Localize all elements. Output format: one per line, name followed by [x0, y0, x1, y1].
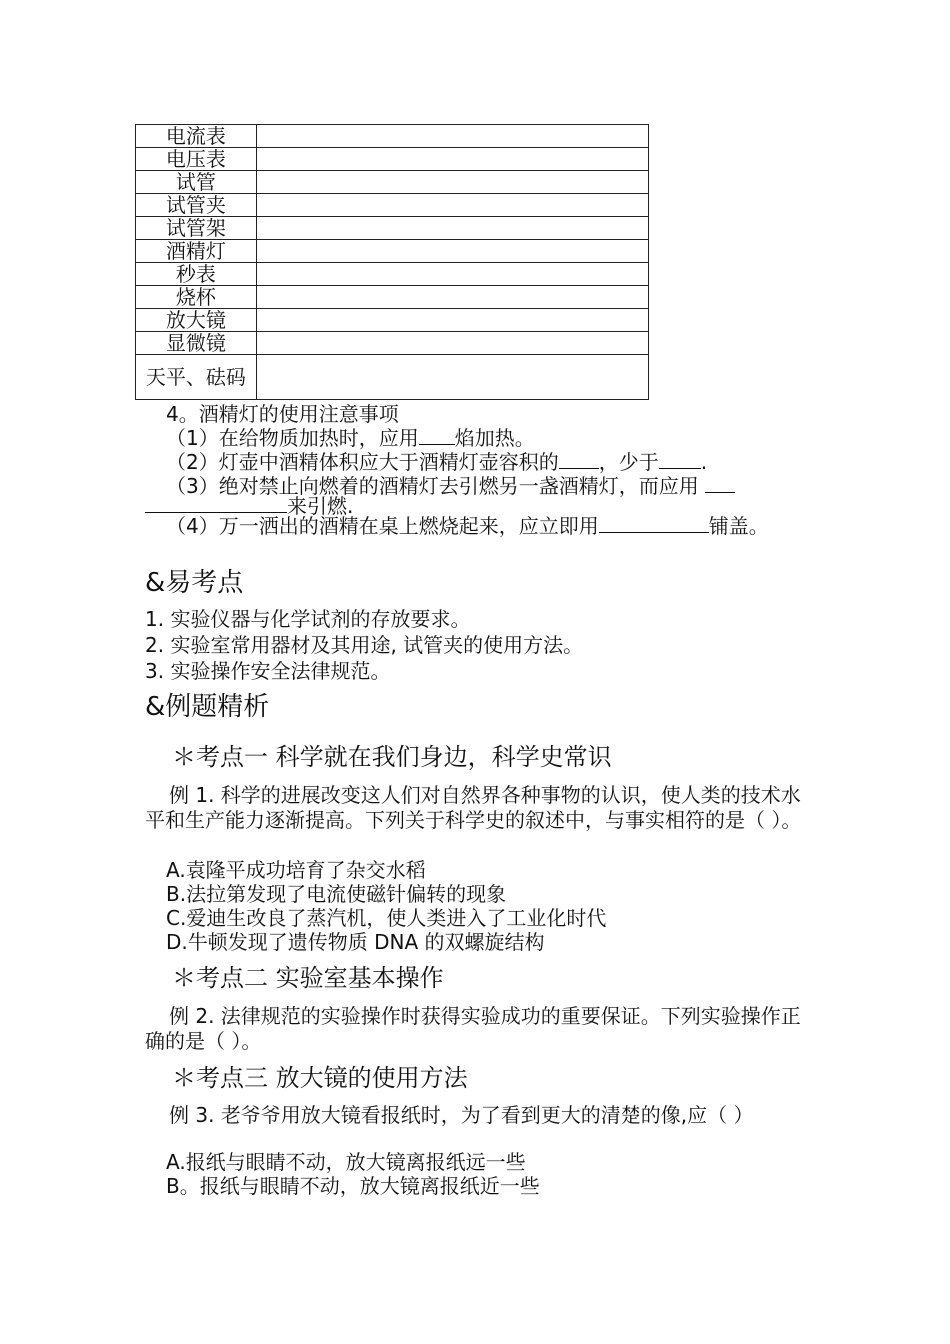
example-1-option: C.爱迪生改良了蒸汽机，使人类进入了工业化时代	[166, 906, 607, 930]
easy-point-item: 2. 实验室常用器材及其用途, 试管夹的使用方法。	[145, 633, 584, 657]
equipment-name: 酒精灯	[136, 240, 257, 263]
exam-point-1: ＊考点一 科学就在我们身边，科学史常识	[172, 743, 612, 771]
lamp-note-4	[166, 514, 769, 538]
exam-point-2: ＊考点二 实验室基本操作	[172, 964, 444, 992]
example-3-option: A.报纸与眼睛不动，放大镜离报纸远一些	[166, 1150, 526, 1174]
equipment-name: 放大镜	[136, 309, 257, 332]
equipment-name: 天平、砝码	[136, 355, 257, 400]
equipment-table	[135, 124, 649, 400]
fill-blank[interactable]	[659, 450, 701, 469]
exam-point-3: ＊考点三 放大镜的使用方法	[172, 1064, 468, 1092]
lamp-note-4-text-a: （4）万一洒出的酒精在桌上燃烧起来，应立即用	[166, 514, 599, 538]
table-row	[136, 263, 649, 286]
equipment-use-cell	[256, 263, 648, 286]
equipment-use-cell	[256, 332, 648, 355]
table-row	[136, 240, 649, 263]
table-row	[136, 148, 649, 171]
lamp-note-4-text-b: 铺盖。	[708, 514, 769, 538]
equipment-use-cell	[256, 171, 648, 194]
example-3-option: B。报纸与眼睛不动，放大镜离报纸近一些	[166, 1174, 540, 1198]
table-row	[136, 217, 649, 240]
equipment-use-cell	[256, 217, 648, 240]
table-row	[136, 125, 649, 148]
table-row	[136, 355, 649, 400]
lamp-note-1-text-b: 焰加热。	[454, 426, 535, 450]
lamp-note-2-text-c: .	[700, 450, 708, 474]
equipment-name: 试管架	[136, 217, 257, 240]
equipment-name: 电压表	[136, 148, 257, 171]
table-row	[136, 309, 649, 332]
table-row	[136, 286, 649, 309]
equipment-name: 显微镜	[136, 332, 257, 355]
example-3-stem: 例 3. 老爷爷用放大镜看报纸时，为了看到更大的清楚的像,应（ ）	[169, 1103, 754, 1127]
equipment-use-cell	[256, 355, 648, 400]
fill-blank[interactable]	[599, 514, 709, 533]
easy-point-item: 1. 实验仪器与化学试剂的存放要求。	[145, 607, 471, 631]
example-1-option: D.牛顿发现了遗传物质 DNA 的双螺旋结构	[166, 930, 545, 954]
example-1-option: A.袁隆平成功培育了杂交水稻	[166, 858, 426, 882]
examples-heading: &例题精析	[145, 692, 270, 722]
easy-points-heading: &易考点	[145, 568, 244, 598]
equipment-use-cell	[256, 194, 648, 217]
fill-blank[interactable]	[705, 474, 735, 493]
lamp-note-3-text-b: 来引燃.	[287, 494, 354, 518]
table-row	[136, 332, 649, 355]
equipment-name: 试管夹	[136, 194, 257, 217]
equipment-use-cell	[256, 125, 648, 148]
equipment-name: 烧杯	[136, 286, 257, 309]
equipment-use-cell	[256, 148, 648, 171]
lamp-note-2-text-b: ，少于	[598, 450, 659, 474]
fill-blank[interactable]	[145, 494, 287, 513]
lamp-note-1-text-a: （1）在给物质加热时，应用	[166, 426, 419, 450]
equipment-use-cell	[256, 286, 648, 309]
equipment-name: 试管	[136, 171, 257, 194]
lamp-note-2	[166, 450, 707, 474]
lamp-notes-title: 4。酒精灯的使用注意事项	[166, 402, 399, 426]
lamp-note-3-text-a: （3）绝对禁止向燃着的酒精灯去引燃另一盏酒精灯，而应用	[166, 474, 699, 498]
fill-blank[interactable]	[419, 426, 455, 445]
example-1-stem: 例 1. 科学的进展改变这人们对自然界各种事物的认识，使人类的技术水平和生产能力逐渐提高。下列关于科学史的叙述中，与事实相符的是（ ）。	[145, 783, 802, 832]
lamp-note-1	[166, 426, 535, 450]
equipment-use-cell	[256, 309, 648, 332]
table-row	[136, 194, 649, 217]
easy-point-item: 3. 实验操作安全法律规范。	[145, 659, 391, 683]
table-row	[136, 171, 649, 194]
equipment-use-cell	[256, 240, 648, 263]
fill-blank[interactable]	[559, 450, 599, 469]
example-2-stem: 例 2. 法律规范的实验操作时获得实验成功的重要保证。下列实验操作正确的是（ ）。	[145, 1004, 801, 1053]
equipment-name: 秒表	[136, 263, 257, 286]
lamp-note-2-text-a: （2）灯壶中酒精体积应大于酒精灯壶容积的	[166, 450, 559, 474]
equipment-name: 电流表	[136, 125, 257, 148]
example-1-option: B.法拉第发现了电流使磁针偏转的现象	[166, 882, 507, 906]
